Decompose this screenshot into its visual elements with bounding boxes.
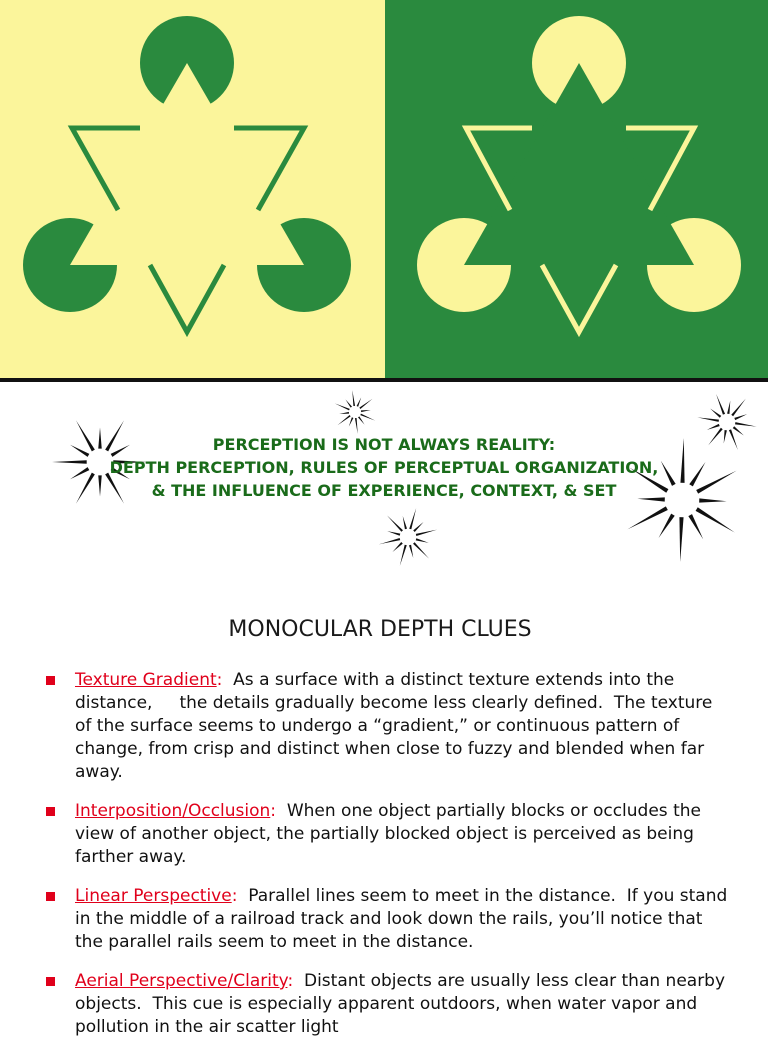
title-line-3: & THE INFLUENCE OF EXPERIENCE, CONTEXT, & SET xyxy=(151,481,617,500)
clue-aerial-perspective: Aerial Perspective/Clarity: Distant objects are usually less clear than nearby objects. This cue is especially apparent outdoors, when water vapor and pollution in the air scatter light xyxy=(0,970,768,1039)
starburst-spike xyxy=(696,507,735,532)
starburst-spike xyxy=(688,514,703,539)
clue-linear-perspective: Linear Perspective: Parallel lines seem to meet in the distance. If you stand in the middle of a railroad track and look down the rails, you’ll notice that the parallel rails seem to meet in the distance. xyxy=(0,885,768,954)
starburst-spike xyxy=(349,417,354,426)
starburst-spike xyxy=(361,410,371,412)
starburst-spike xyxy=(716,394,725,415)
starburst-spike xyxy=(337,415,350,425)
starburst-spike xyxy=(710,408,721,417)
starburst-spike xyxy=(697,417,719,421)
starburst-spike xyxy=(393,542,403,552)
page-title xyxy=(0,433,768,502)
starburst-spike xyxy=(355,418,358,434)
starburst-spike xyxy=(360,414,375,421)
starburst-spike xyxy=(731,399,745,417)
clue-term: Linear Perspective xyxy=(75,886,232,906)
starburst-spike xyxy=(413,522,423,532)
starburst-spike xyxy=(352,390,355,406)
starburst-spike xyxy=(387,531,400,536)
starburst-spike xyxy=(379,538,400,544)
bullet-square-icon xyxy=(46,807,55,816)
starburst-spike xyxy=(409,508,416,529)
starburst-spike xyxy=(413,542,429,558)
starburst-spike xyxy=(345,399,352,407)
clue-text: As a surface with a distinct texture extends into the distance, the details gradually become less clearly defined. The texture of the surface seems to undergo a “gradient,” or continuous pattern of change, from crisp and distinct when close to fuzzy and blended when far away. xyxy=(75,670,718,782)
clue-text: Parallel lines seem to meet in the distance. If you stand in the middle of a railroad track and look down the rails, you’ll notice that the parallel rails seem to meet in the distance. xyxy=(75,886,733,952)
starburst-spike xyxy=(409,545,413,558)
kanizsa-illusion-figure xyxy=(0,0,768,382)
starburst-spike xyxy=(659,514,675,538)
starburst-spike xyxy=(400,545,407,566)
bullet-square-icon xyxy=(46,977,55,986)
clue-interposition-occlusion: Interposition/Occlusion: When one object partially blocks or occludes the view of another object, the partially blocked object is perceived as being farther away. xyxy=(0,800,768,869)
starburst-icon xyxy=(379,508,437,566)
clue-text: When one object partially blocks or occludes the view of another object, the partially blocked object is perceived as being farther away. xyxy=(75,801,707,867)
starburst-spike xyxy=(416,530,437,536)
clue-text: Distant objects are usually less clear than nearby objects. This cue is especially apparent outdoors, when water vapor and pollution in the air scatter light xyxy=(75,971,731,1037)
starburst-spike xyxy=(339,412,349,414)
starburst-spike xyxy=(357,397,362,406)
starburst-spike xyxy=(627,506,667,529)
starburst-spike xyxy=(727,401,730,414)
clue-term: Interposition/Occlusion xyxy=(75,801,271,821)
title-line-2: DEPTH PERCEPTION, RULES OF PERCEPTUAL ORGANIZATION, xyxy=(109,458,659,477)
clue-term: Texture Gradient xyxy=(75,670,217,690)
section-heading: MONOCULAR DEPTH CLUES xyxy=(228,617,532,642)
starburst-spike xyxy=(679,517,683,562)
starburst-spike xyxy=(416,538,429,543)
clue-texture-gradient: Texture Gradient: As a surface with a distinct texture extends into the distance, the details gradually become less clearly defined. The texture of the surface seems to undergo a “gradient,” or continuous pattern of change, from crisp and distinct when close to fuzzy and blended when far away. xyxy=(0,669,768,784)
title-line-1: PERCEPTION IS NOT ALWAYS REALITY: xyxy=(212,435,556,454)
starburst-spike xyxy=(734,414,747,420)
starburst-spike xyxy=(735,422,757,426)
starburst-spike xyxy=(359,399,372,409)
starburst-spike xyxy=(358,416,365,424)
starburst-spike xyxy=(335,403,350,410)
clue-list xyxy=(0,669,768,1055)
starburst-icon xyxy=(335,390,376,434)
bullet-square-icon xyxy=(46,892,55,901)
starburst-spike xyxy=(387,515,403,531)
bullet-square-icon xyxy=(46,676,55,685)
starburst-spike xyxy=(403,516,407,529)
clue-term: Aerial Perspective/Clarity xyxy=(75,971,288,991)
starburst-spike xyxy=(707,424,720,430)
